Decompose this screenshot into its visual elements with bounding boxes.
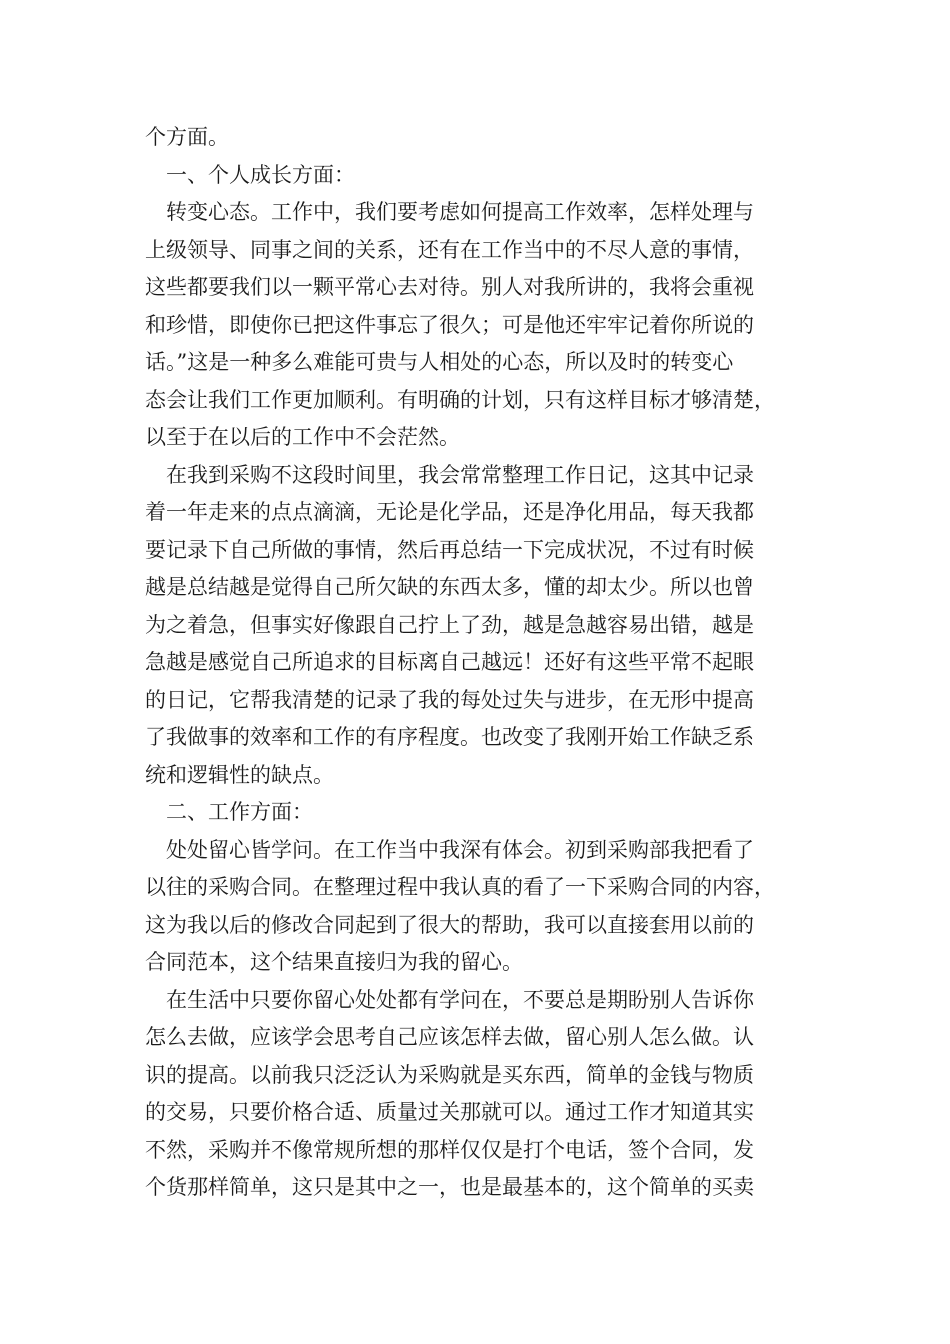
text-line: 要记录下自己所做的事情，然后再总结一下完成状况，不过有时候 (145, 537, 754, 562)
text-line: 的日记，它帮我清楚的记录了我的每处过失与进步，在无形中提高 (145, 687, 754, 712)
text-line: 转变心态。工作中，我们要考虑如何提高工作效率，怎样处理与 (166, 200, 754, 224)
text-line: 为之着急，但事实好像跟自己拧上了劲，越是急越容易出错，越是 (145, 612, 754, 637)
text-line: 态会让我们工作更加顺利。有明确的计划，只有这样目标才够清楚， (145, 387, 775, 412)
text-line: 统和逻辑性的缺点。 (145, 762, 334, 787)
text-line: 了我做事的效率和工作的有序程度。也改变了我刚开始工作缺乏系 (145, 725, 754, 749)
text-line: 越是总结越是觉得自己所欠缺的东西太多，懂的却太少。所以也曾 (145, 575, 754, 599)
document-body (145, 119, 825, 1207)
text-line: 在我到采购不这段时间里，我会常常整理工作日记，这其中记录 (166, 462, 754, 487)
text-line: 二、工作方面： (166, 800, 313, 824)
text-line: 这为我以后的修改合同起到了很大的帮助，我可以直接套用以前的 (145, 912, 754, 937)
text-line: 个货那样简单，这只是其中之一，也是最基本的，这个简单的买卖 (145, 1175, 754, 1199)
text-line: 和珍惜，即使你已把这件事忘了很久；可是他还牢牢记着你所说的 (145, 312, 754, 337)
text-line: 处处留心皆学问。在工作当中我深有体会。初到采购部我把看了 (166, 837, 754, 862)
text-line: 个方面。 (145, 125, 229, 149)
text-line: 这些都要我们以一颗平常心去对待。别人对我所讲的，我将会重视 (145, 275, 754, 299)
text-line: 以至于在以后的工作中不会茫然。 (145, 425, 460, 449)
text-line: 以往的采购合同。在整理过程中我认真的看了一下采购合同的内容， (145, 875, 775, 899)
text-line: 怎么去做，应该学会思考自己应该怎样去做，留心别人怎么做。认 (145, 1025, 754, 1049)
text-line: 识的提高。以前我只泛泛认为采购就是买东西，简单的金钱与物质 (145, 1062, 754, 1087)
text-line: 着一年走来的点点滴滴，无论是化学品，还是净化用品，每天我都 (145, 500, 754, 524)
text-line: 一、个人成长方面： (166, 162, 355, 187)
text-line: 话。”这是一种多么难能可贵与人相处的心态，所以及时的转变心 (145, 350, 734, 374)
text-line: 急越是感觉自己所追求的目标离自己越远！还好有这些平常不起眼 (145, 650, 754, 674)
text-line: 上级领导、同事之间的关系，还有在工作当中的不尽人意的事情， (145, 237, 754, 262)
text-line: 的交易，只要价格合适、质量过关那就可以。通过工作才知道其实 (145, 1100, 754, 1124)
text-line: 不然，采购并不像常规所想的那样仅仅是打个电话，签个合同，发 (145, 1137, 754, 1162)
text-line: 合同范本，这个结果直接归为我的留心。 (145, 950, 523, 974)
text-line: 在生活中只要你留心处处都有学问在，不要总是期盼别人告诉你 (166, 987, 754, 1012)
